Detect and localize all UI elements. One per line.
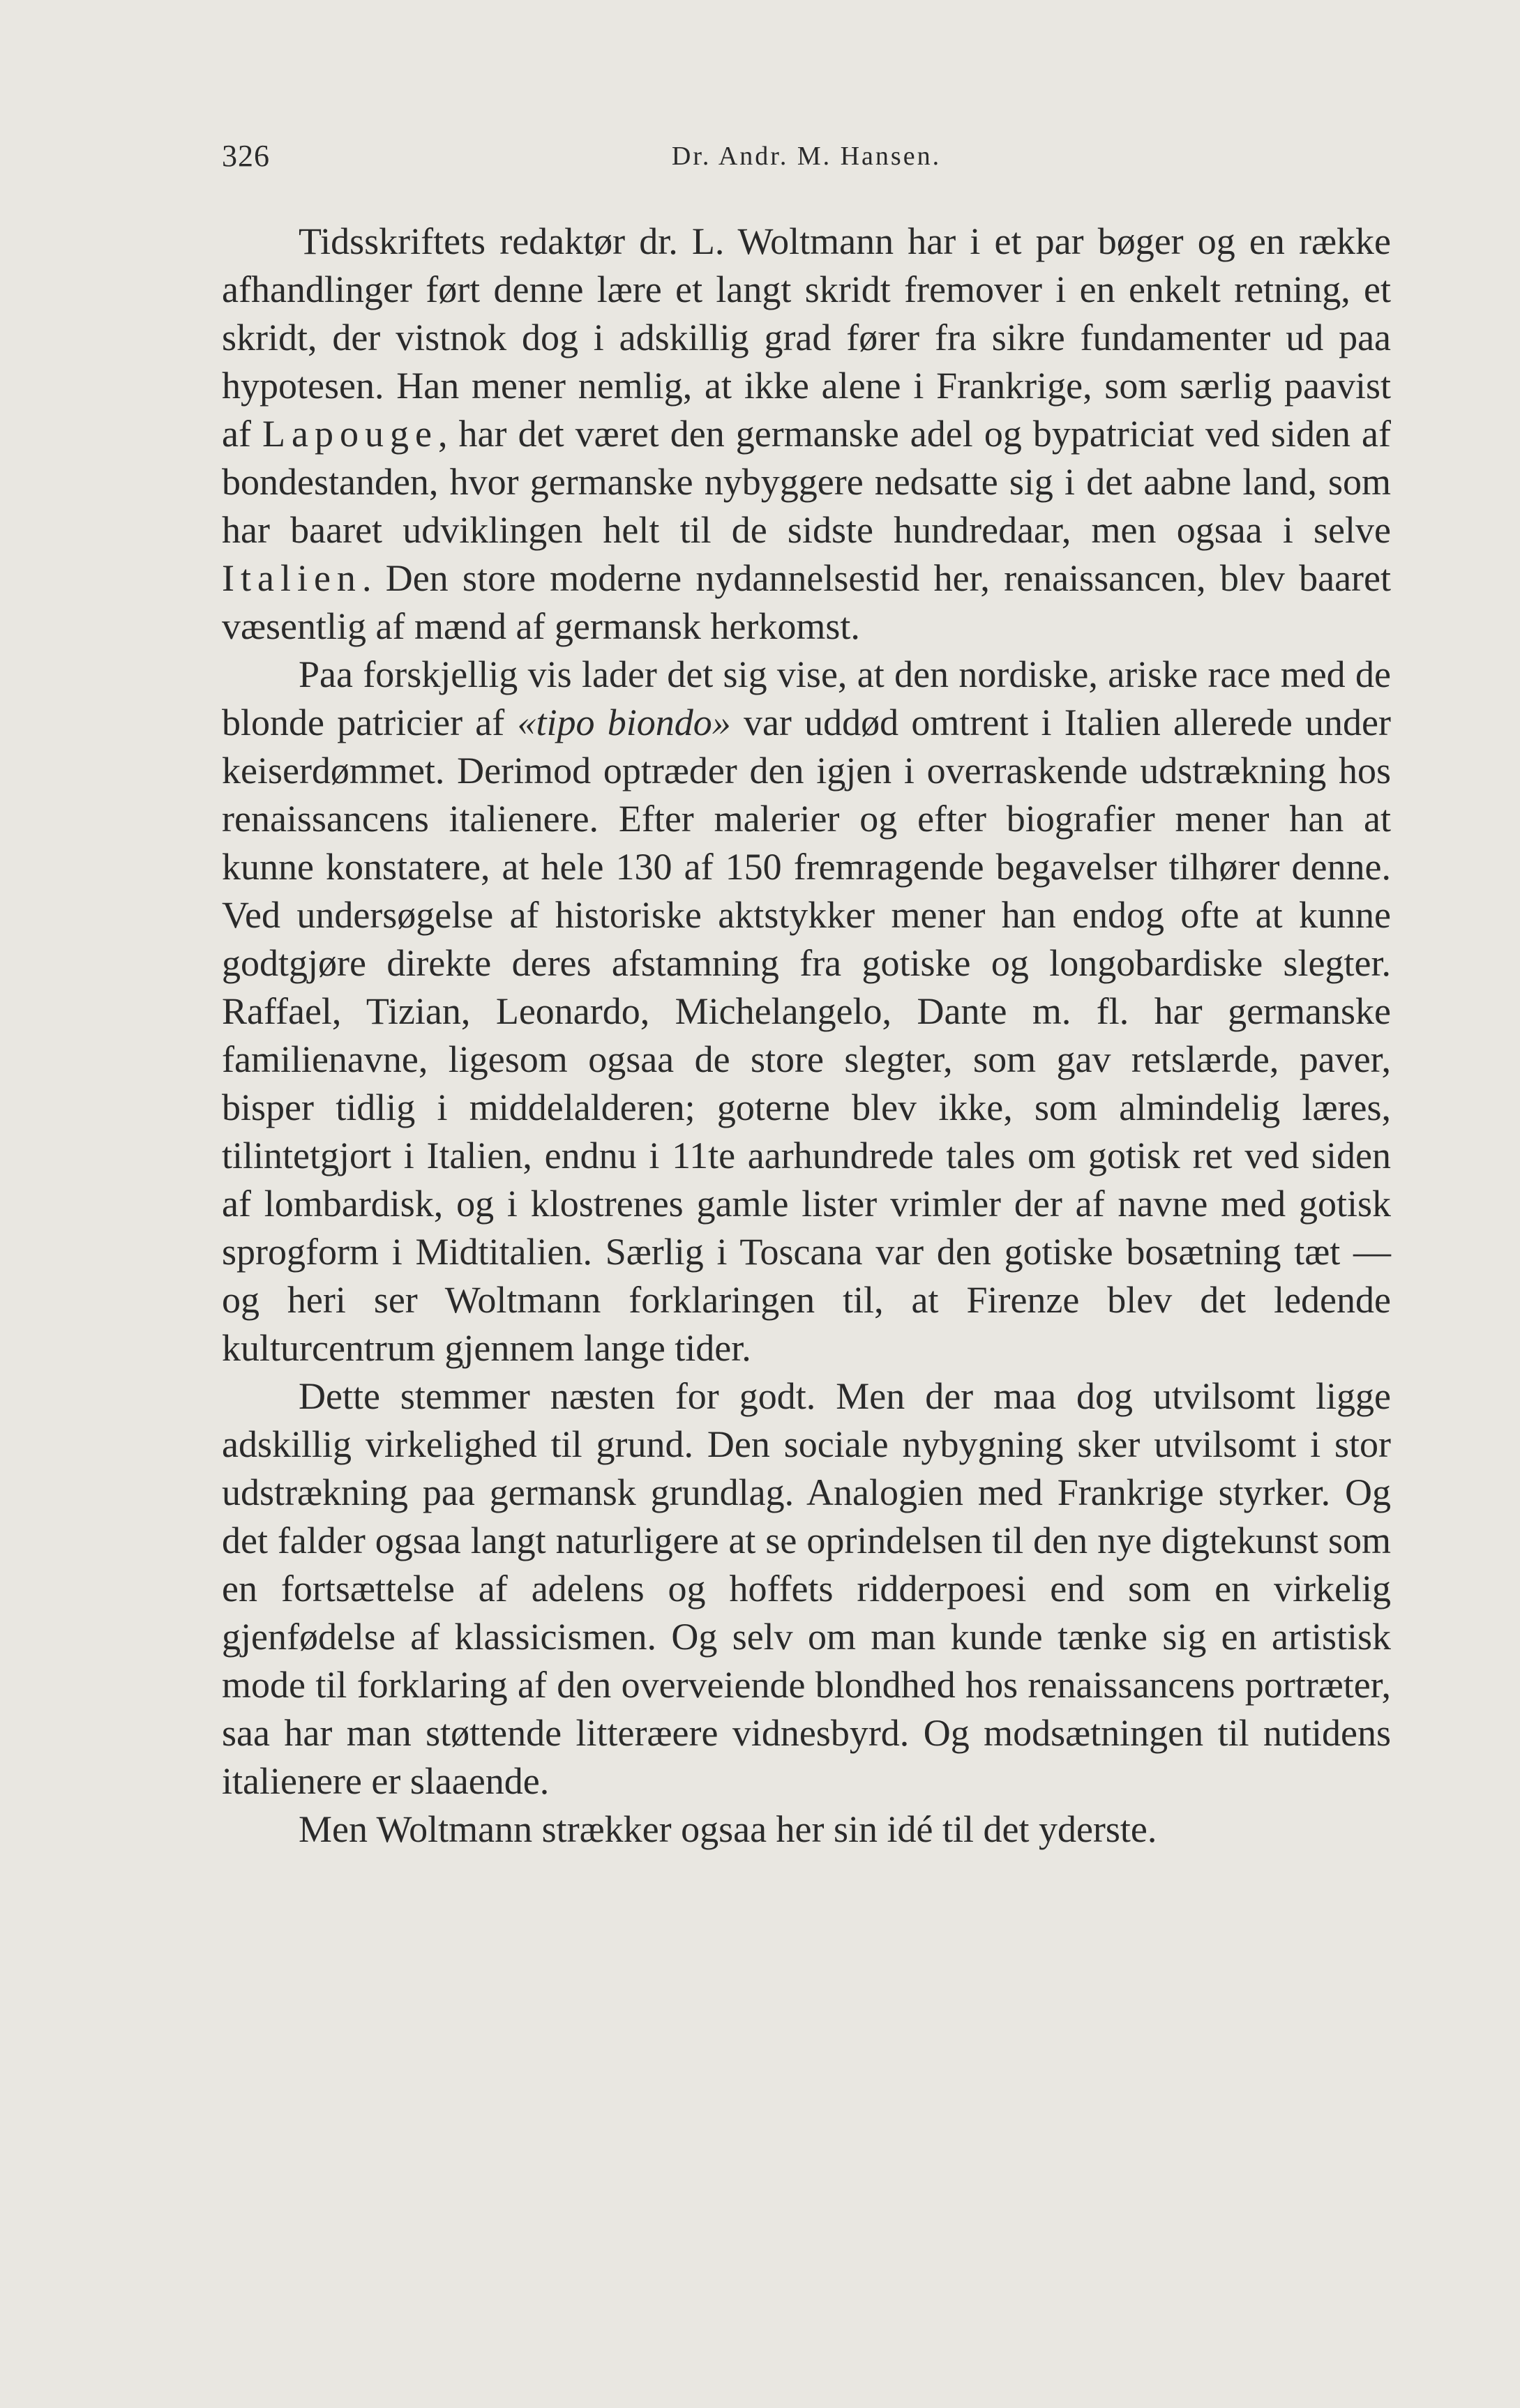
- paragraph: [222, 1372, 1391, 1805]
- paragraph: [222, 1805, 1391, 1854]
- paragraph: [222, 651, 1391, 1372]
- spaced-name: Lapouge: [262, 413, 438, 455]
- paragraph: [222, 218, 1391, 651]
- text-run: var uddød omtrent i Italien allerede under keiserdømmet. Derimod optræder den igjen i overraskende udstrækning hos renaissancens italienere. Efter malerier og efter biografier mener han at kunne konstatere, at hele 130 af 150 fremragende begavelser tilhører denne. Ved undersøgelse af historiske aktstykker mener han endog ofte at kunne godtgjøre direkte deres afstamning fra gotiske og longobardiske slegter. Raffael, Tizian, Leonardo, Michelangelo, Dante m. fl. har germanske familienavne, ligesom ogsaa de store slegter, som gav retslærde, paver, bisper tidlig i middelalderen; goterne blev ikke, som almindelig læres, tilintetgjort i Italien, endnu i 11te aarhundrede tales om gotisk ret ved siden af lombardisk, og i klostrenes gamle lister vrimler der af navne med gotisk sprogform i Midtitalien. Særlig i Toscana var den gotiske bosætning tæt — og heri ser Woltmann forklaringen til, at Firenze blev det ledende kulturcentrum gjennem lange tider.: [222, 702, 1391, 1369]
- body-text: [222, 218, 1391, 1854]
- text-run: . Den store moderne nydannelsestid her, renaissancen, blev baaret væsentlig af mænd af germansk herkomst.: [222, 557, 1391, 647]
- spaced-name: Italien: [222, 557, 362, 599]
- text-run: , har det været den germanske adel og bypatriciat ved siden af bondestanden, hvor germanske nybyggere nedsatte sig i det aabne land, som har baaret udviklingen helt til de sidste hundredaar, men ogsaa i selve: [222, 413, 1391, 551]
- running-head: Dr. Andr. M. Hansen.: [671, 142, 942, 171]
- page-number: 326: [222, 139, 270, 173]
- italic-phrase: «tipo biondo»: [517, 702, 731, 743]
- text-run: Tidsskriftets redaktør dr. L. Woltmann har i et par bøger og en række afhandlinger ført denne lære et langt skridt fremover i en enkelt retning, et skridt, der vistnok dog i adskillig grad fører fra sikre fundamenter ud paa hypotesen. Han mener nemlig, at ikke alene i Frankrige, som særlig paavist af: [222, 220, 1391, 455]
- page-header: [222, 138, 1391, 180]
- text-run: Paa forskjellig vis lader det sig vise, at den nordiske, ariske race med de blonde patricier af: [222, 653, 1391, 743]
- text-run: Men Woltmann strækker ogsaa her sin idé til det yderste.: [299, 1808, 1157, 1850]
- text-run: Dette stemmer næsten for godt. Men der maa dog utvilsomt ligge adskillig virkelighed til grund. Den sociale nybygning sker utvilsomt i stor udstrækning paa germansk grundlag. Analogien med Frankrige styrker. Og det falder ogsaa langt naturligere at se oprindelsen til den nye digtekunst som en fortsættelse af adelens og hoffets ridderpoesi end som en virkelig gjenfødelse af klassicismen. Og selv om man kunde tænke sig en artistisk mode til forklaring af den overveiende blondhed hos renaissancens portræter, saa har man støttende litteræere vidnesbyrd. Og modsætningen til nutidens italienere er slaaende.: [222, 1375, 1391, 1802]
